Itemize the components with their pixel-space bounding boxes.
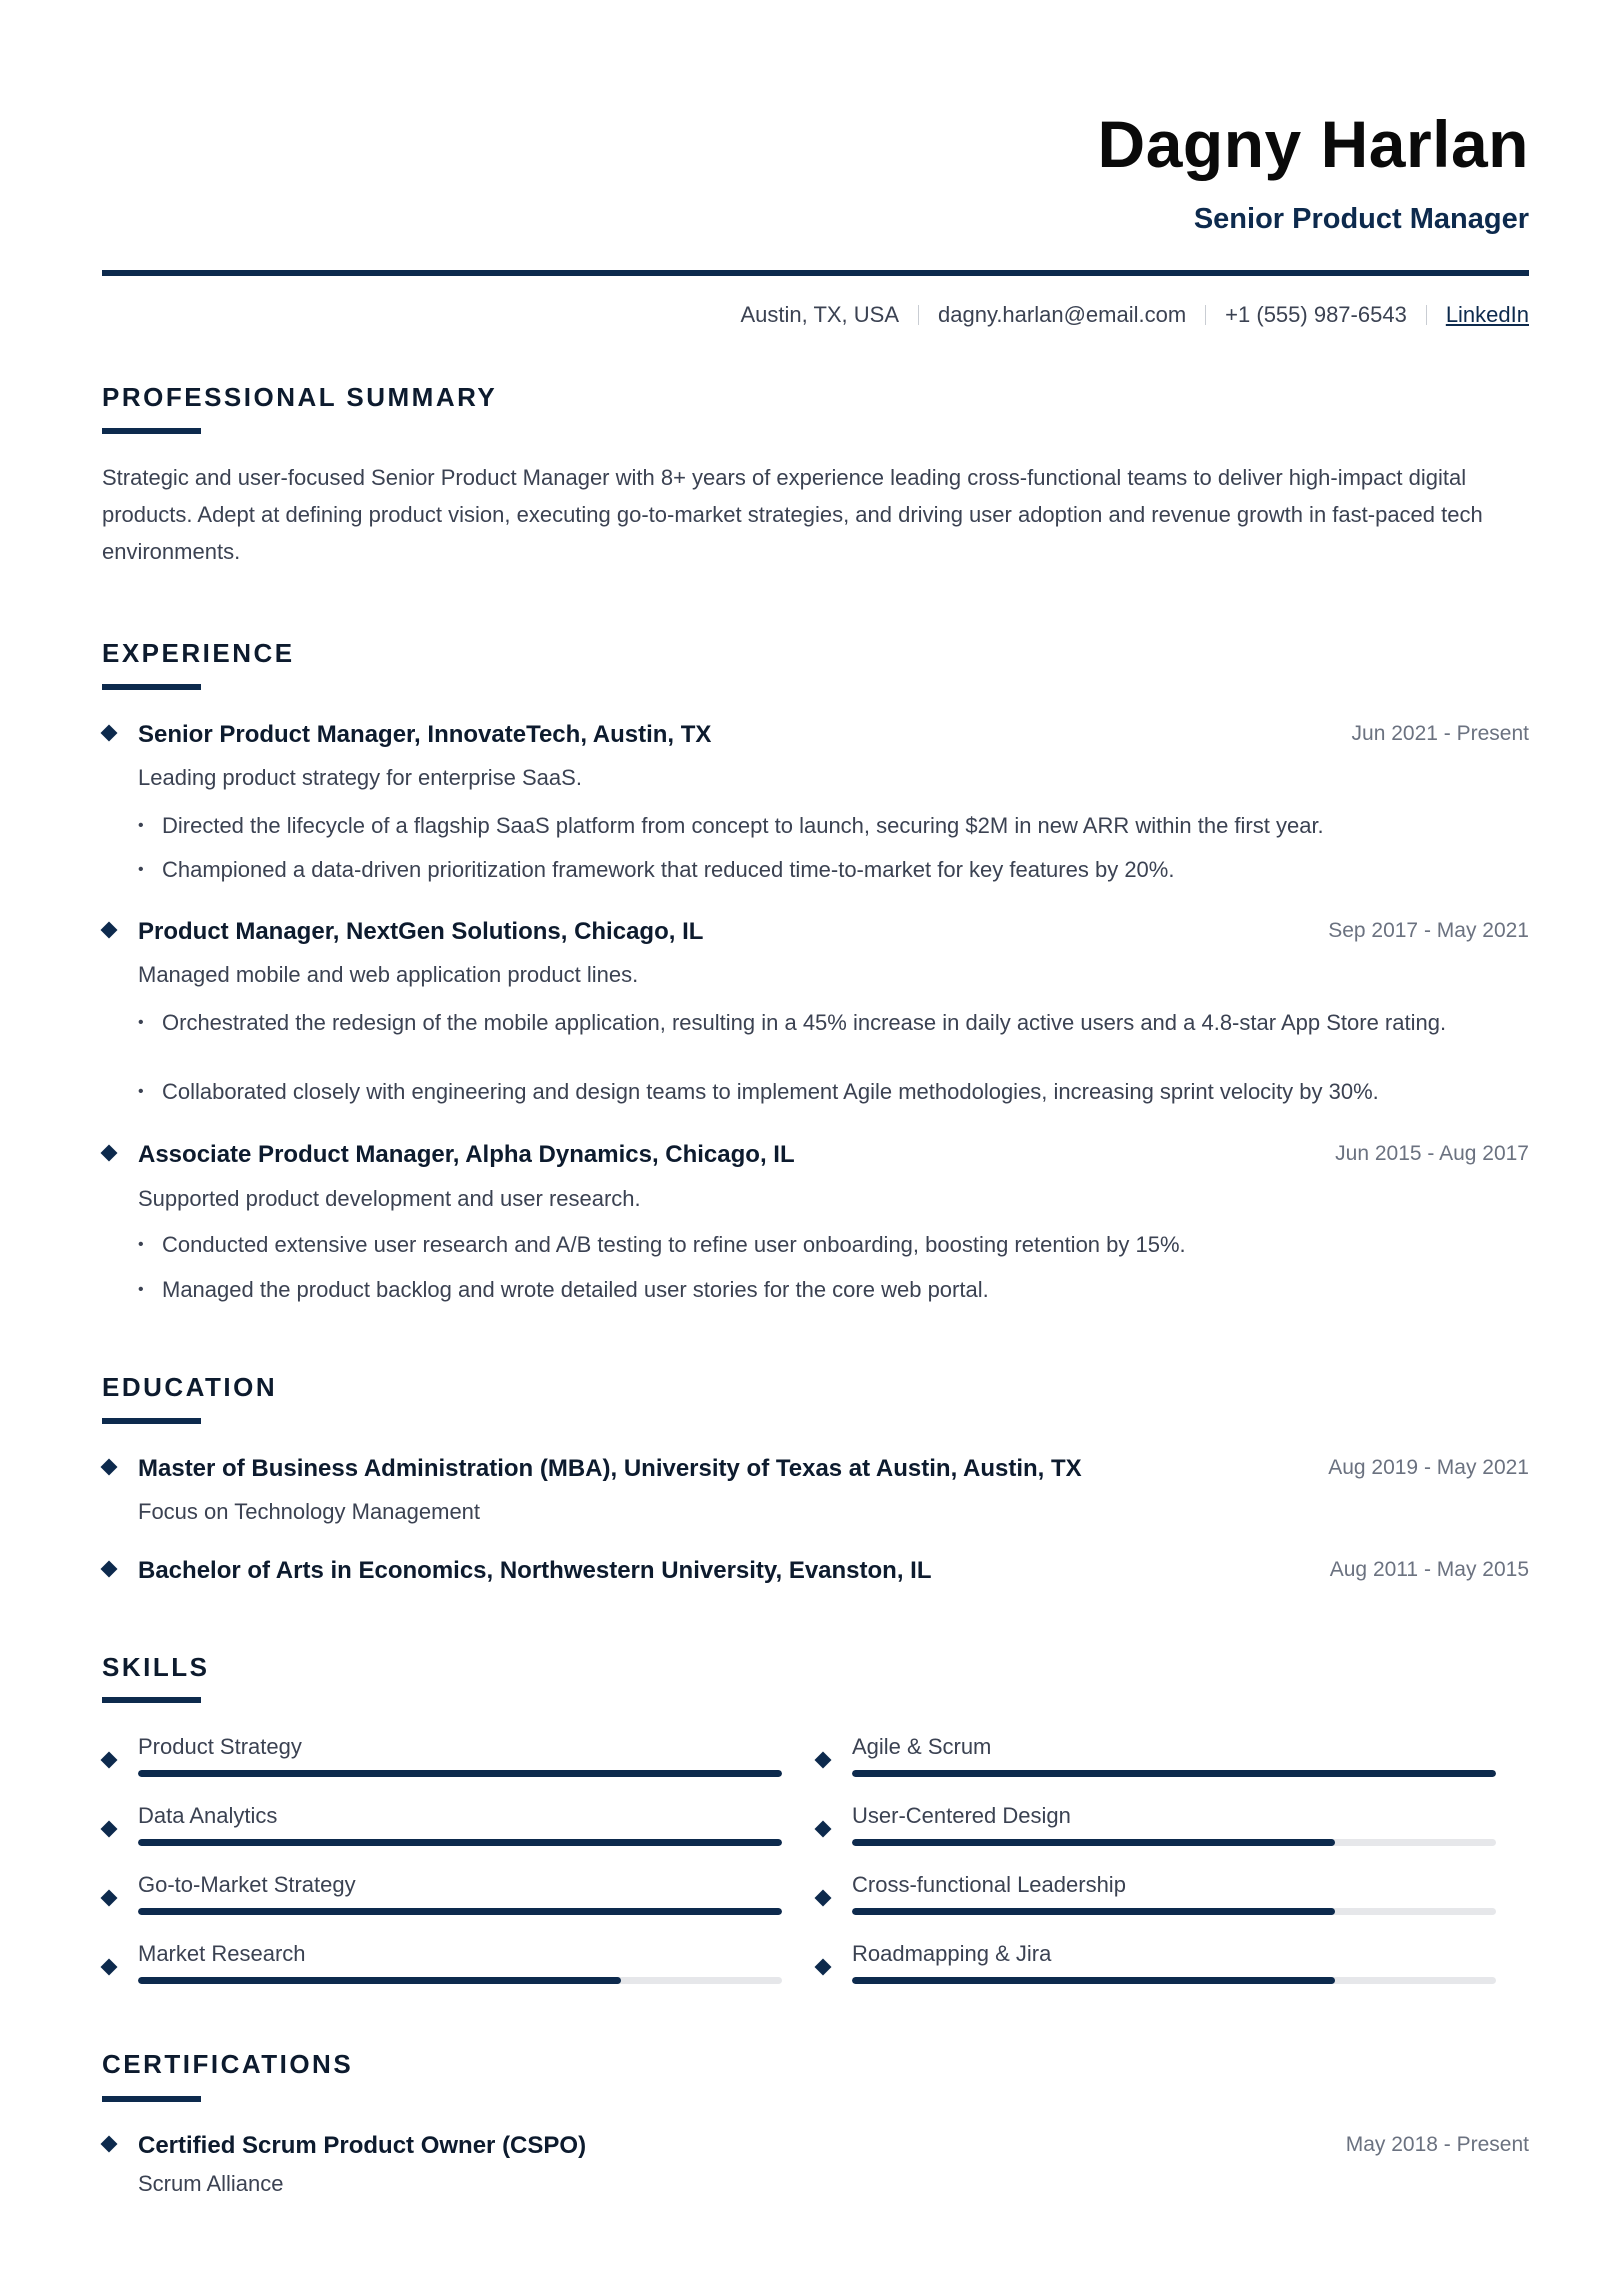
certification-title: Certified Scrum Product Owner (CSPO): [138, 2132, 587, 2159]
separator: [1205, 305, 1206, 325]
heading-underline: [102, 1697, 201, 1703]
job-title: Product Manager, NextGen Solutions, Chicago, IL: [138, 918, 704, 945]
diamond-icon: [815, 1890, 832, 1907]
degree-title: Bachelor of Arts in Economics, Northwestern University, Evanston, IL: [138, 1557, 932, 1584]
skill-level-fill: [138, 1977, 621, 1984]
skill-name: Agile & Scrum: [852, 1734, 992, 1759]
skill-level-bar: [138, 1839, 782, 1846]
job-dates: Sep 2017 - May 2021: [1328, 919, 1529, 942]
summary-text: Strategic and user-focused Senior Product Manager with 8+ years of experience leading cross-functional teams to deliver high-impact digital products. Adept at defining product vision, executing go-to-market strategies, and driving user adoption and revenue growth in fast-paced tech environments.: [102, 465, 1483, 564]
skill-level-fill: [852, 1908, 1335, 1915]
job-summary: Managed mobile and web application product lines.: [138, 962, 639, 987]
skill-name: User-Centered Design: [852, 1803, 1071, 1828]
separator: [918, 305, 919, 325]
skill-level-fill: [138, 1770, 782, 1777]
header-divider: [102, 270, 1529, 276]
skill-level-bar: [852, 1839, 1496, 1846]
contact-bar: [740, 300, 1529, 330]
skill-name: Cross-functional Leadership: [852, 1872, 1126, 1897]
linkedin-link[interactable]: LinkedIn: [1445, 302, 1529, 327]
diamond-icon: [101, 1561, 118, 1578]
diamond-icon: [101, 1890, 118, 1907]
email: dagny.harlan@email.com: [938, 302, 1187, 327]
section-heading-certifications: CERTIFICATIONS: [102, 2049, 354, 2079]
diamond-icon: [101, 1821, 118, 1838]
heading-underline: [102, 428, 201, 434]
job-dates: Jun 2021 - Present: [1351, 722, 1529, 745]
job-bullet: • Conducted extensive user research and A/B testing to refine user onboarding, boosting retention by 15%.: [138, 1229, 1529, 1260]
skill-level-fill: [852, 1770, 1496, 1777]
heading-underline: [102, 684, 201, 690]
skill-level-bar: [138, 1977, 782, 1984]
degree-dates: Aug 2019 - May 2021: [1328, 1456, 1529, 1479]
job-summary: Supported product development and user research.: [138, 1186, 641, 1211]
heading-underline: [102, 1418, 201, 1424]
skill-name: Go-to-Market Strategy: [138, 1872, 356, 1897]
section-heading-education: EDUCATION: [102, 1372, 278, 1402]
separator: [1426, 305, 1427, 325]
degree-dates: Aug 2011 - May 2015: [1329, 1558, 1529, 1581]
phone: +1 (555) 987-6543: [1225, 302, 1407, 327]
job-summary: Leading product strategy for enterprise SaaS.: [138, 765, 582, 790]
section-heading-summary: PROFESSIONAL SUMMARY: [102, 382, 498, 412]
diamond-icon: [101, 1459, 118, 1476]
section-heading-experience: EXPERIENCE: [102, 638, 295, 668]
job-bullet: • Directed the lifecycle of a flagship SaaS platform from concept to launch, securing $2M in new ARR within the first year.: [138, 810, 1529, 841]
skill-level-bar: [852, 1908, 1496, 1915]
diamond-icon: [101, 1959, 118, 1976]
job-bullet: • Managed the product backlog and wrote detailed user stories for the core web portal.: [138, 1274, 1529, 1305]
section-heading-skills: SKILLS: [102, 1652, 210, 1682]
skill-name: Roadmapping & Jira: [852, 1941, 1052, 1966]
skill-level-bar: [138, 1770, 782, 1777]
skill-level-bar: [852, 1770, 1496, 1777]
skill-level-fill: [852, 1839, 1335, 1846]
skill-level-fill: [138, 1908, 782, 1915]
diamond-icon: [101, 725, 118, 742]
job-bullet: • Orchestrated the redesign of the mobile application, resulting in a 45% increase in daily active users and a 4.8-star App Store rating.: [138, 1007, 1529, 1038]
job-title: Associate Product Manager, Alpha Dynamics, Chicago, IL: [138, 1141, 795, 1168]
certification-dates: May 2018 - Present: [1345, 2133, 1529, 2156]
diamond-icon: [815, 1821, 832, 1838]
skill-level-fill: [852, 1977, 1335, 1984]
candidate-name: Dagny Harlan: [1097, 107, 1529, 181]
diamond-icon: [101, 1752, 118, 1769]
degree-focus: Focus on Technology Management: [138, 1499, 481, 1524]
job-dates: Jun 2015 - Aug 2017: [1335, 1142, 1529, 1165]
job-title: Senior Product Manager, InnovateTech, Austin, TX: [138, 721, 712, 748]
skill-level-fill: [138, 1839, 782, 1846]
skill-level-bar: [138, 1908, 782, 1915]
location: Austin, TX, USA: [740, 302, 900, 327]
degree-title: Master of Business Administration (MBA), University of Texas at Austin, Austin, TX: [138, 1455, 1082, 1482]
job-bullet: • Championed a data-driven prioritization framework that reduced time-to-market for key features by 20%.: [138, 854, 1529, 885]
skill-name: Product Strategy: [138, 1734, 302, 1759]
diamond-icon: [815, 1752, 832, 1769]
skill-name: Market Research: [138, 1941, 306, 1966]
certification-issuer: Scrum Alliance: [138, 2171, 284, 2196]
diamond-icon: [101, 922, 118, 939]
job-title: Senior Product Manager: [1193, 203, 1529, 235]
heading-underline: [102, 2096, 201, 2102]
diamond-icon: [101, 1145, 118, 1162]
job-bullet: • Collaborated closely with engineering and design teams to implement Agile methodologies, increasing sprint velocity by 30%.: [138, 1076, 1529, 1107]
skill-name: Data Analytics: [138, 1803, 278, 1828]
diamond-icon: [815, 1959, 832, 1976]
skill-level-bar: [852, 1977, 1496, 1984]
diamond-icon: [101, 2136, 118, 2153]
